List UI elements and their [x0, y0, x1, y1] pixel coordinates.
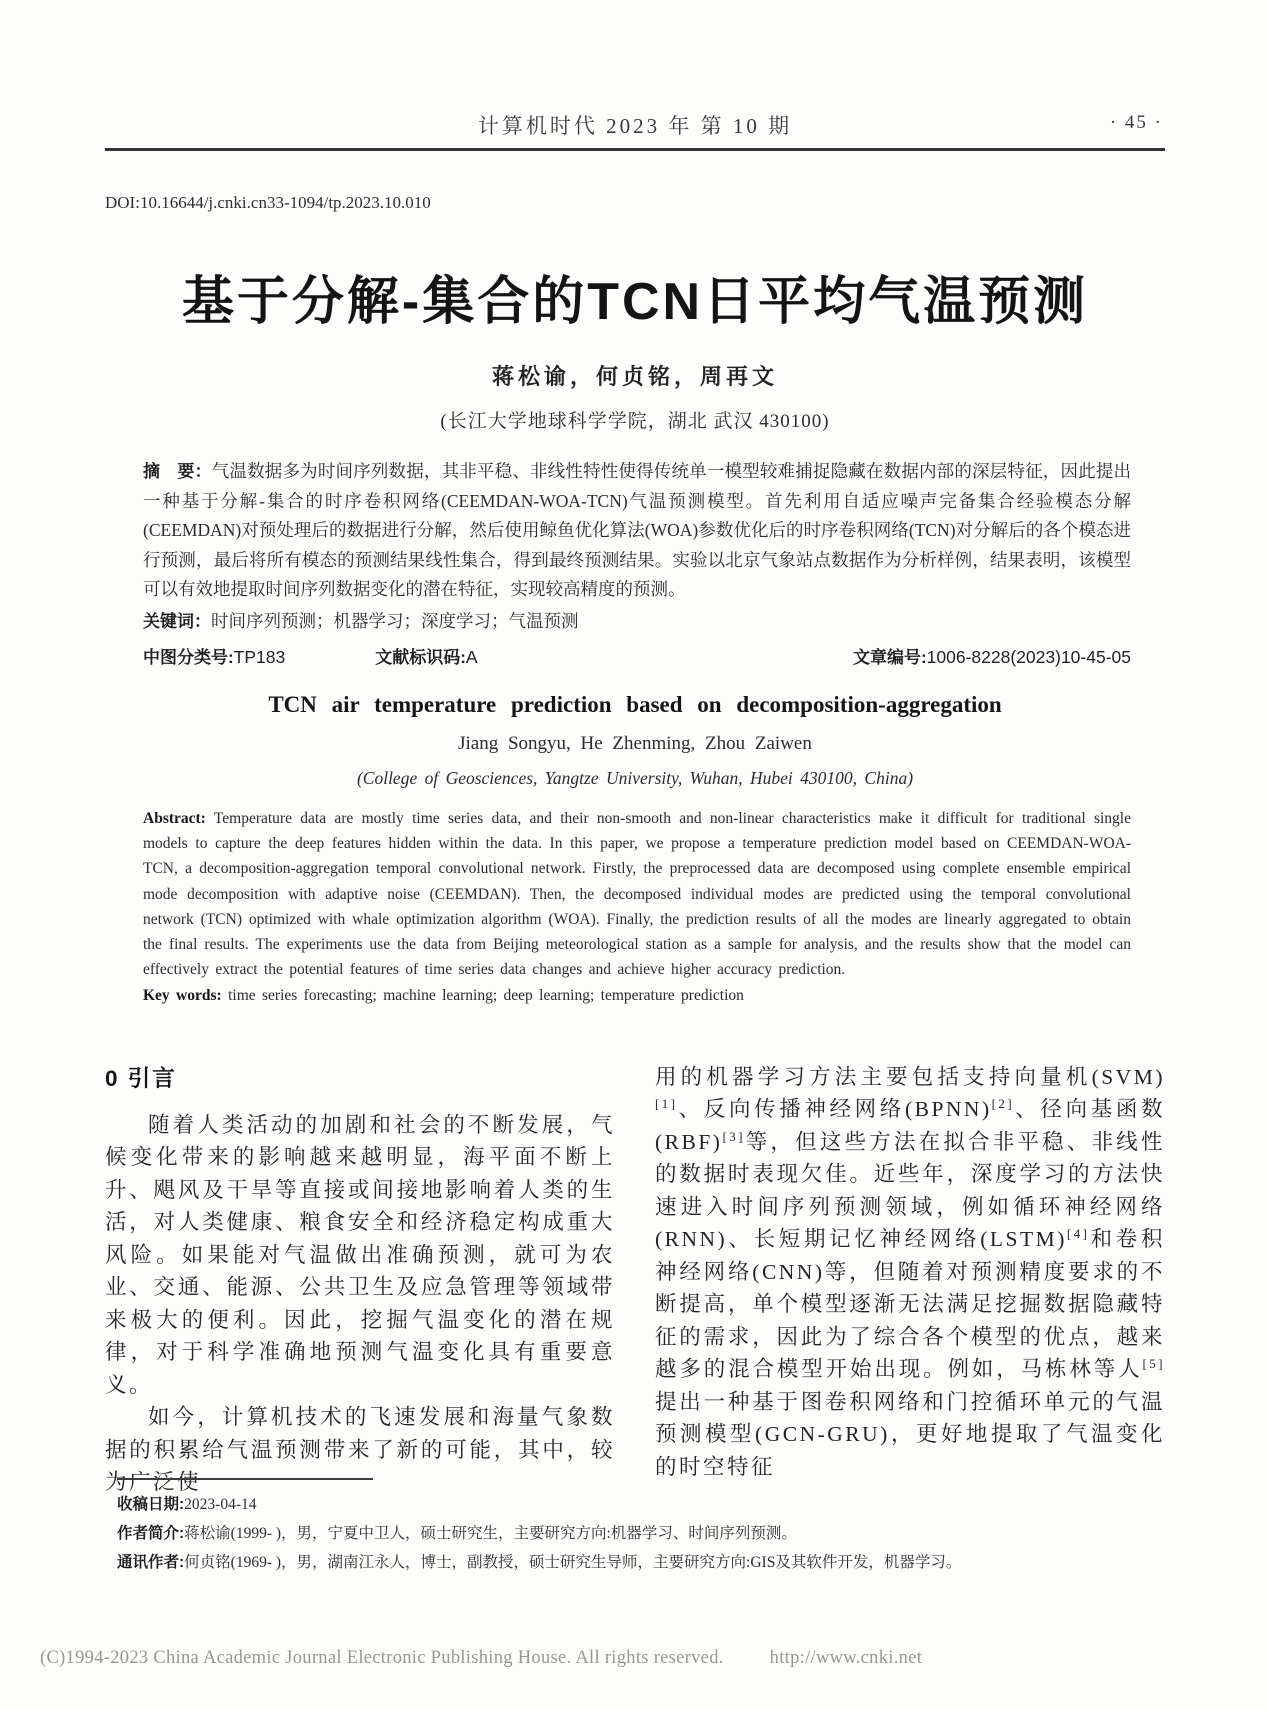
- header-rule: [105, 148, 1165, 151]
- received-date-label: 收稿日期:: [117, 1496, 185, 1513]
- keywords-en-text: time series forecasting; machine learning; deep learning; temperature prediction: [228, 987, 744, 1005]
- authors-cn: 蒋松谕，何贞铭，周再文: [491, 364, 778, 389]
- author-bio-value: 蒋松谕(1999- )，男，宁夏中卫人，硕士研究生，主要研究方向:机器学习、时间序列预测。: [184, 1525, 797, 1542]
- keywords-en-label: Key words:: [143, 987, 222, 1005]
- abstract-cn-text: 气温数据多为时间序列数据，其非平稳、非线性特性使得传统单一模型较难捕捉隐藏在数据内部的深层特征，因此提出一种基于分解-集合的时序卷积网络(CEEMDAN-WOA-TCN)气温预测模型。首先利用自适应噪声完备集合经验模态分解(CEEMDAN)对预处理后的数据进行分解，然后使用鲸鱼优化算法(WOA)参数优化后的时序卷积网络(TCN)对分解后的各个模态进行预测，最后将所有模态的预测结果线性集合，得到最终预测结果。实验以北京气象站点数据作为分析样例，结果表明，该模型可以有效地提取时间序列数据变化的潜在特征，实现较高精度的预测。: [143, 461, 1132, 599]
- keywords-en-paragraph: [143, 983, 1131, 1008]
- footnotes-block: [105, 1478, 1165, 1577]
- received-date-value: 2023-04-14: [184, 1496, 257, 1513]
- abstract-en-block: [143, 806, 1131, 1009]
- article-id-label: 文章编号:: [853, 648, 927, 667]
- doc-code-value: A: [465, 647, 478, 667]
- corresponding-author-label: 通讯作者:: [117, 1554, 185, 1571]
- abstract-en-text: Temperature data are mostly time series data, and their non-smooth and non-linear characteristics make it difficult for traditional single models to capture the deep features hidden within the data. In this paper, we propose a temperature prediction model based on CEEMDAN-WOA-TCN, a decomposition-aggregation temporal convolutional network. Firstly, the preprocessed data are decomposed using complete ensemble empirical mode decomposition with adaptive noise (CEEMDAN). Then, the decomposed individual modes are predicted using the temporal convolutional network (TCN) optimized with whale optimization algorithm (WOA). Finally, the prediction results of all the modes are linearly aggregated to obtain the final results. The experiments use the data from Beijing meteorological station as a sample for analysis, and the results show that the model can effectively extract the potential features of time series data changes and achieve higher accuracy prediction.: [143, 810, 1131, 979]
- keywords-cn-text: 时间序列预测；机器学习；深度学习；气温预测: [211, 610, 579, 631]
- corresponding-author-line: [105, 1548, 1165, 1577]
- classification-row: [143, 643, 1131, 668]
- received-date-line: [105, 1490, 1165, 1519]
- doi-line: DOI:10.16644/j.cnki.cn33-1094/tp.2023.10.010: [105, 193, 431, 212]
- footnote-separator: [117, 1478, 373, 1480]
- author-bio-line: [105, 1519, 1165, 1548]
- paper-title-cn: 基于分解-集合的TCN日平均气温预测: [181, 273, 1089, 331]
- intro-paragraph-2: 如今，计算机技术的飞速发展和海量气象数据的积累给气温预测带来了新的可能，其中，较为广泛使: [105, 1405, 615, 1495]
- journal-title: 计算机时代 2023 年 第 10 期: [477, 114, 793, 138]
- cnki-copyright-bar: [0, 1648, 1269, 1669]
- doc-code-label: 文献标识码:: [375, 648, 466, 667]
- abstract-en-paragraph: [143, 806, 1131, 982]
- abstract-cn-block: [143, 457, 1131, 636]
- section-heading-introduction: 0 引言: [105, 1065, 177, 1091]
- abstract-en-label: Abstract:: [143, 810, 206, 827]
- page-header: [105, 0, 1165, 151]
- intro-paragraph-1: 随着人类活动的加剧和社会的不断发展，气候变化带来的影响越来越明显，海平面不断上升、飓风及干旱等直接或间接地影响着人类的生活，对人类健康、粮食安全和经济稳定构成重大风险。如果能对气温做出准确预测，就可为农业、交通、能源、公共卫生及应急管理等领域带来极大的便利。因此，挖掘气温变化的潜在规律，对于科学准确地预测气温变化具有重要意义。: [105, 1112, 615, 1397]
- right-column: [655, 1061, 1165, 1499]
- doc-code: [375, 643, 477, 668]
- affiliation-cn: (长江大学地球科学学院，湖北 武汉 430100): [440, 411, 830, 432]
- clc-value: TP183: [233, 647, 286, 667]
- abstract-cn-paragraph: [143, 457, 1131, 605]
- author-bio-label: 作者简介:: [117, 1525, 185, 1542]
- keywords-cn-paragraph: [143, 607, 1131, 637]
- body-columns: [105, 1061, 1165, 1499]
- abstract-cn-label: 摘 要：: [143, 462, 212, 481]
- paper-title-en: TCN air temperature prediction based on decomposition-aggregation: [268, 692, 1002, 717]
- intro-paragraph-3: 用的机器学习方法主要包括支持向量机(SVM)[1]、反向传播神经网络(BPNN)[2]、径向基函数(RBF)[3]等，但这些方法在拟合非平稳、非线性的数据时表现欠佳。近些年，深度学习的方法快速进入时间序列预测领域，例如循环神经网络(RNN)、长短期记忆神经网络(LSTM)[4]和卷积神经网络(CNN)等，但随着对预测精度要求的不断提高，单个模型逐渐无法满足挖掘数据隐藏特征的需求，因此为了综合各个模型的优点，越来越多的混合模型开始出现。例如，马栋林等人[5]提出一种基于图卷积网络和门控循环单元的气温预测模型(GCN-GRU)，更好地提取了气温变化的时空特征: [655, 1064, 1165, 1479]
- copyright-text: (C)1994-2023 China Academic Journal Electronic Publishing House. All rights reserved.: [40, 1648, 724, 1668]
- article-id-value: 1006-8228(2023)10-45-05: [926, 647, 1131, 667]
- article-id: [853, 643, 1131, 668]
- corresponding-author-value: 何贞铭(1969- )，男，湖南江永人，博士，副教授，硕士研究生导师，主要研究方向:GIS及其软件开发，机器学习。: [184, 1554, 962, 1571]
- clc-label: 中图分类号:: [143, 648, 234, 667]
- authors-en: Jiang Songyu, He Zhenming, Zhou Zaiwen: [458, 733, 812, 754]
- keywords-cn-label: 关键词：: [143, 611, 211, 631]
- affiliation-en: (College of Geosciences, Yangtze University, Wuhan, Hubei 430100, China): [356, 768, 914, 788]
- cnki-url: http://www.cnki.net: [769, 1648, 923, 1668]
- page-number: · 45 ·: [1109, 112, 1163, 133]
- clc-number: [143, 643, 285, 668]
- left-column: [105, 1061, 615, 1499]
